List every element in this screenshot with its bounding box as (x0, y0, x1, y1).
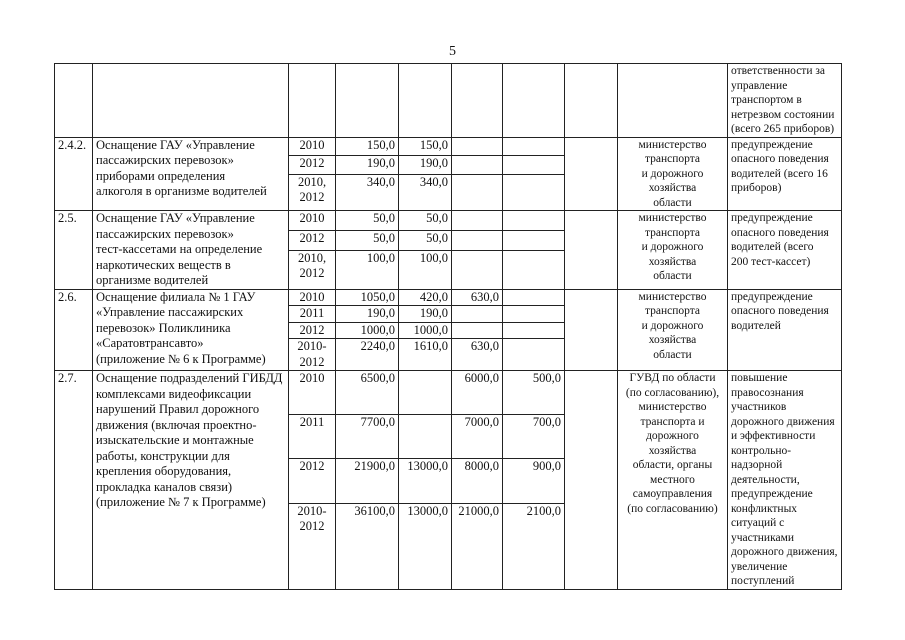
cell-local (503, 137, 565, 156)
cell-local (503, 289, 565, 306)
cell-local (503, 306, 565, 323)
cell-local (503, 339, 565, 371)
cell-local (503, 211, 565, 231)
cell-total: 150,0 (336, 137, 399, 156)
cell-federal: 7000,0 (452, 415, 503, 459)
cell-empty (565, 289, 618, 371)
cell-item-name: Оснащение подразделений ГИБДД комплексами видеофиксации нарушений Правил дорожного движения (включая проектно- изыскательские и монтажные работы, конструкции для крепления оборудования, прокладка каналов связи) (приложение № 7 к Программе) (93, 371, 289, 590)
cell-federal (452, 137, 503, 156)
cell-year: 2012 (289, 322, 336, 339)
cell-year: 2010 (289, 211, 336, 231)
cell-local: 2100,0 (503, 503, 565, 589)
cell-item-name: Оснащение филиала № 1 ГАУ «Управление пассажирских перевозок» Поликлиника «Саратовтрансавто» (приложение № 6 к Программе) (93, 289, 289, 371)
cell-total: 2240,0 (336, 339, 399, 371)
cell-executor: министерство транспорта и дорожного хозяйства области (618, 211, 728, 290)
cell-federal: 8000,0 (452, 459, 503, 503)
cell-federal (452, 322, 503, 339)
cell-federal: 630,0 (452, 339, 503, 371)
cell-local (503, 230, 565, 250)
cell-empty (565, 211, 618, 290)
cell-empty (93, 64, 289, 138)
cell-regional: 1610,0 (399, 339, 452, 371)
cell-regional: 50,0 (399, 211, 452, 231)
table-body (55, 64, 842, 590)
cell-year: 2010 (289, 137, 336, 156)
cell-year: 2010- 2012 (289, 503, 336, 589)
cell-federal (452, 306, 503, 323)
cell-year: 2012 (289, 156, 336, 175)
cell-item-number: 2.4.2. (55, 137, 93, 211)
cell-regional: 1000,0 (399, 322, 452, 339)
cell-result: повышение правосознания участников дорожного движения и эффективности контрольно- надзорной деятельности, предупреждение конфликтных ситуаций с участниками дорожного движения, увеличение поступлений (728, 371, 842, 590)
cell-local (503, 156, 565, 175)
cell-year: 2010, 2012 (289, 250, 336, 289)
cell-total: 50,0 (336, 211, 399, 231)
cell-empty (565, 64, 618, 138)
cell-year: 2012 (289, 459, 336, 503)
cell-result: предупреждение опасного поведения водителей (всего 16 приборов) (728, 137, 842, 211)
table-row-continued (55, 64, 842, 138)
cell-regional: 190,0 (399, 306, 452, 323)
table-row (55, 371, 842, 415)
cell-regional: 190,0 (399, 156, 452, 175)
cell-executor: министерство транспорта и дорожного хозяйства области (618, 137, 728, 211)
cell-year: 2010 (289, 289, 336, 306)
cell-regional: 340,0 (399, 174, 452, 210)
cell-total: 50,0 (336, 230, 399, 250)
cell-empty (399, 64, 452, 138)
cell-year: 2010, 2012 (289, 174, 336, 210)
cell-year: 2012 (289, 230, 336, 250)
cell-regional: 13000,0 (399, 459, 452, 503)
cell-empty (503, 64, 565, 138)
cell-year: 2010 (289, 371, 336, 415)
cell-federal: 21000,0 (452, 503, 503, 589)
cell-item-number: 2.5. (55, 211, 93, 290)
cell-regional: 100,0 (399, 250, 452, 289)
cell-year: 2010- 2012 (289, 339, 336, 371)
cell-year: 2011 (289, 415, 336, 459)
cell-executor: министерство транспорта и дорожного хозяйства области (618, 289, 728, 371)
cell-federal (452, 156, 503, 175)
cell-item-name: Оснащение ГАУ «Управление пассажирских перевозок» приборами определения алкоголя в организме водителей (93, 137, 289, 211)
cell-regional: 420,0 (399, 289, 452, 306)
cell-empty (565, 137, 618, 211)
cell-item-number: 2.7. (55, 371, 93, 590)
cell-regional (399, 371, 452, 415)
cell-total: 190,0 (336, 156, 399, 175)
cell-empty (452, 64, 503, 138)
cell-regional: 50,0 (399, 230, 452, 250)
cell-result: предупреждение опасного поведения водителей (всего 200 тест-кассет) (728, 211, 842, 290)
cell-total: 21900,0 (336, 459, 399, 503)
cell-regional (399, 415, 452, 459)
cell-local: 700,0 (503, 415, 565, 459)
cell-local: 500,0 (503, 371, 565, 415)
cell-total: 36100,0 (336, 503, 399, 589)
cell-federal (452, 230, 503, 250)
cell-federal (452, 211, 503, 231)
cell-empty (55, 64, 93, 138)
cell-total: 1000,0 (336, 322, 399, 339)
cell-regional: 150,0 (399, 137, 452, 156)
cell-total: 6500,0 (336, 371, 399, 415)
cell-result: ответственности за управление транспортом в нетрезвом состоянии (всего 265 приборов) (728, 64, 842, 138)
cell-item-name: Оснащение ГАУ «Управление пассажирских перевозок» тест-кассетами на определение наркотических веществ в организме водителей (93, 211, 289, 290)
cell-year: 2011 (289, 306, 336, 323)
cell-total: 340,0 (336, 174, 399, 210)
cell-total: 100,0 (336, 250, 399, 289)
program-table (54, 63, 842, 590)
cell-local (503, 322, 565, 339)
table-row (55, 137, 842, 156)
cell-federal: 630,0 (452, 289, 503, 306)
cell-empty (336, 64, 399, 138)
cell-regional: 13000,0 (399, 503, 452, 589)
cell-total: 7700,0 (336, 415, 399, 459)
cell-local: 900,0 (503, 459, 565, 503)
table-row (55, 289, 842, 306)
cell-result: предупреждение опасного поведения водителей (728, 289, 842, 371)
cell-federal (452, 174, 503, 210)
cell-item-number: 2.6. (55, 289, 93, 371)
cell-local (503, 174, 565, 210)
page-number: 5 (449, 44, 456, 59)
cell-empty (289, 64, 336, 138)
cell-total: 190,0 (336, 306, 399, 323)
cell-empty (565, 371, 618, 590)
cell-local (503, 250, 565, 289)
cell-federal (452, 250, 503, 289)
cell-federal: 6000,0 (452, 371, 503, 415)
cell-total: 1050,0 (336, 289, 399, 306)
cell-empty (618, 64, 728, 138)
cell-executor: ГУВД по области (по согласованию), министерство транспорта и дорожного хозяйства области, органы местного самоуправления (по согласованию) (618, 371, 728, 590)
table-row (55, 211, 842, 231)
